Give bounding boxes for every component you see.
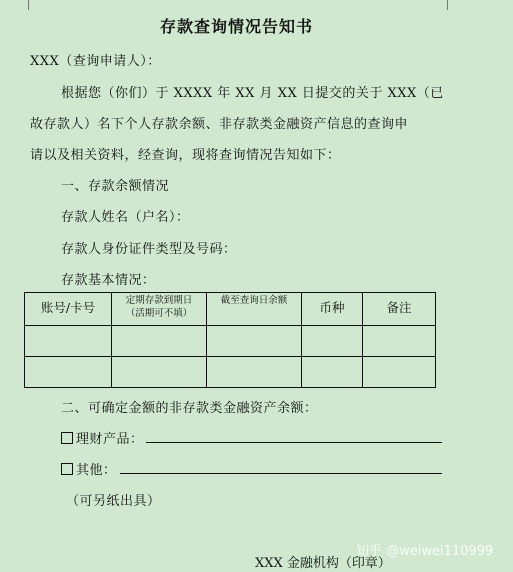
wealth-product-underline bbox=[146, 442, 442, 443]
depositor-name-label: 存款人姓名（户名）： bbox=[61, 210, 190, 225]
table-row bbox=[25, 326, 436, 357]
other-label: 其他： bbox=[76, 463, 117, 478]
signature: XXX 金融机构（印章） bbox=[255, 556, 391, 571]
id-type-label: 存款人身份证件类型及号码： bbox=[61, 242, 237, 257]
header-currency: 币种 bbox=[302, 293, 363, 326]
wealth-product-row bbox=[61, 428, 144, 447]
table-cell bbox=[25, 357, 112, 388]
table-cell bbox=[207, 357, 302, 388]
page-corner-mark bbox=[447, 0, 448, 10]
body-line-3: 请以及相关资料，经查询，现将查询情况告知如下： bbox=[30, 148, 341, 163]
page-corner-mark bbox=[28, 0, 29, 10]
header-maturity-line2: （活期可不填） bbox=[125, 308, 193, 319]
header-account: 账号/卡号 bbox=[25, 293, 112, 326]
salutation: XXX（查询申请人）： bbox=[30, 54, 161, 69]
other-underline bbox=[120, 473, 442, 474]
deposit-info-table bbox=[24, 292, 436, 388]
watermark: 知乎 @weiwei110999 bbox=[356, 544, 494, 559]
header-balance: 截至查询日余额 bbox=[207, 293, 302, 326]
body-line-1: 根据您（你们）于 XXXX 年 XX 月 XX 日提交的关于 XXX（已 bbox=[61, 86, 444, 101]
table-row bbox=[25, 357, 436, 388]
section1-heading: 一、存款余额情况 bbox=[61, 179, 170, 194]
checkbox-icon[interactable] bbox=[61, 463, 73, 475]
header-maturity-line1: 定期存款到期日 bbox=[125, 295, 193, 306]
other-row bbox=[61, 459, 117, 478]
table-cell bbox=[112, 357, 207, 388]
header-remarks: 备注 bbox=[363, 293, 436, 326]
document-title: 存款查询情况告知书 bbox=[159, 17, 313, 36]
table-cell bbox=[207, 326, 302, 357]
note: （可另纸出具） bbox=[66, 494, 161, 509]
table-cell bbox=[302, 357, 363, 388]
header-maturity bbox=[112, 293, 207, 326]
table-header-row bbox=[25, 293, 436, 326]
body-line-2: 故存款人）名下个人存款余额、非存款类金融资产信息的查询申 bbox=[30, 117, 409, 132]
table-cell bbox=[363, 326, 436, 357]
table-cell bbox=[363, 357, 436, 388]
table-cell bbox=[25, 326, 112, 357]
table-cell bbox=[112, 326, 207, 357]
checkbox-icon[interactable] bbox=[61, 432, 73, 444]
section2-heading: 二、可确定金额的非存款类金融资产余额： bbox=[61, 401, 318, 416]
wealth-product-label: 理财产品： bbox=[76, 432, 144, 447]
basic-info-label: 存款基本情况： bbox=[61, 273, 156, 288]
table-cell bbox=[302, 326, 363, 357]
